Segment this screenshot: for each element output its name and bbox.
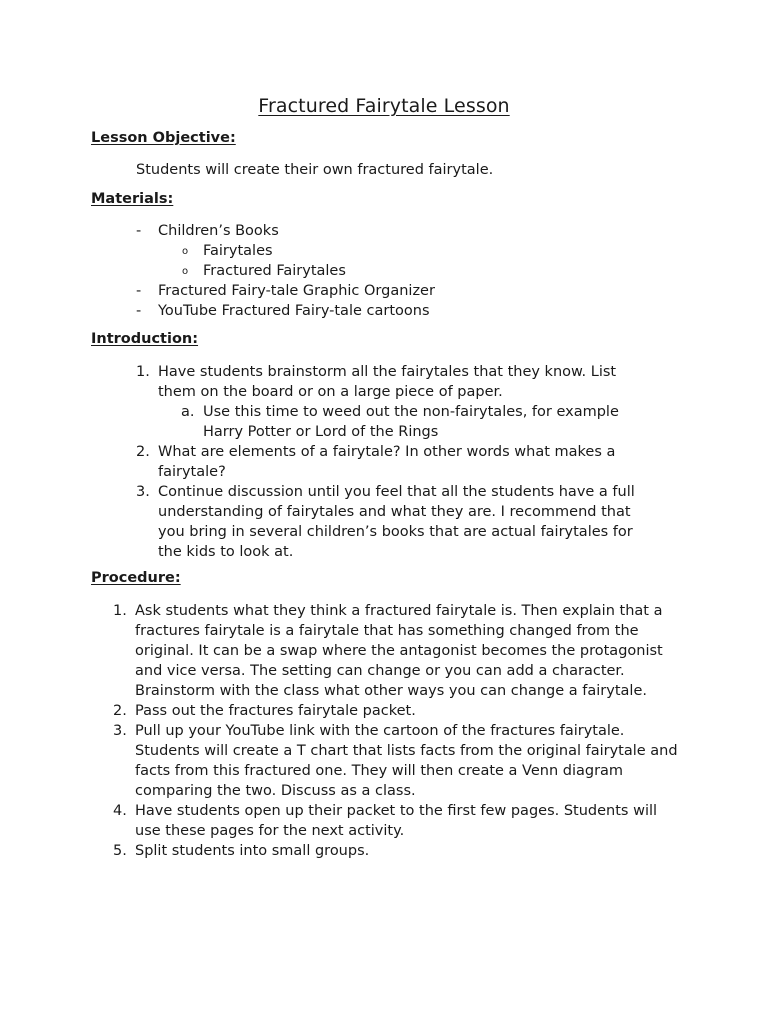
list-item [136, 442, 656, 482]
dash-bullet: - [136, 223, 142, 239]
list-item-label: Fairytales [203, 243, 273, 259]
list-item-text: What are elements of a fairytale? In other words what makes a fairytale? [158, 444, 616, 480]
list-number: 4. [113, 803, 127, 819]
dash-bullet: - [136, 303, 142, 319]
list-item-text: Use this time to weed out the non-fairytales, for example Harry Potter or Lord of the Rings [203, 404, 619, 440]
list-item-label: Fractured Fairytales [203, 263, 346, 279]
list-item [113, 801, 683, 841]
list-item-text: Split students into small groups. [135, 843, 370, 859]
list-letter: a. [181, 404, 195, 420]
list-number: 3. [136, 484, 150, 500]
objective-heading: Lesson Objective: [91, 130, 236, 146]
list-item-text: Pass out the fractures fairytale packet. [135, 703, 416, 719]
list-item [136, 362, 656, 402]
list-item-text: Have students open up their packet to the first few pages. Students will use these pages for the next activity. [135, 803, 658, 839]
document-title: Fractured Fairytale Lesson [258, 95, 510, 117]
list-number: 5. [113, 843, 127, 859]
list-number: 1. [113, 603, 127, 619]
circle-bullet-icon: o [182, 266, 189, 277]
materials-list [91, 221, 691, 321]
list-item-label: Children’s Books [158, 223, 279, 239]
list-item-text: Have students brainstorm all the fairytales that they know. List them on the board or on a large piece of paper. [158, 364, 617, 400]
list-sub-item [181, 402, 656, 442]
list-item-text: Pull up your YouTube link with the cartoon of the fractures fairytale. Students will create a T chart that lists facts from the original fairytale and facts from this fractured one. They will then create a Venn diagram comparing the two. Discuss as a class. [135, 723, 678, 799]
introduction-heading: Introduction: [91, 331, 199, 347]
list-number: 3. [113, 723, 127, 739]
list-item [113, 721, 683, 801]
list-item [91, 301, 691, 321]
list-item [113, 841, 683, 861]
objective-text: Students will create their own fractured fairytale. [136, 162, 494, 178]
list-item-text: Ask students what they think a fractured fairytale is. Then explain that a fractures fairytale is a fairytale that has something changed from the original. It can be a swap where the antagonist becomes the protagonist and vice versa. The setting can change or you can add a character. Brainstorm with the class what other ways you can change a fairytale. [135, 603, 663, 699]
procedure-heading: Procedure: [91, 570, 181, 586]
dash-bullet: - [136, 283, 142, 299]
procedure-list [113, 601, 683, 861]
list-number: 2. [113, 703, 127, 719]
circle-bullet-icon: o [182, 246, 189, 257]
list-item-label: YouTube Fractured Fairy-tale cartoons [158, 303, 430, 319]
list-item [136, 482, 656, 562]
list-number: 1. [136, 364, 150, 380]
list-item [91, 241, 691, 261]
introduction-list [136, 362, 656, 562]
list-number: 2. [136, 444, 150, 460]
list-item [113, 601, 683, 701]
list-item [91, 261, 691, 281]
list-item [91, 221, 691, 241]
list-item [91, 281, 691, 301]
list-item-text: Continue discussion until you feel that all the students have a full understanding of fairytales and what they are. I recommend that you bring in several children’s books that are actual fairytales for the kids to look at. [158, 484, 635, 560]
list-item-label: Fractured Fairy-tale Graphic Organizer [158, 283, 435, 299]
list-item [113, 701, 683, 721]
materials-heading: Materials: [91, 191, 174, 207]
